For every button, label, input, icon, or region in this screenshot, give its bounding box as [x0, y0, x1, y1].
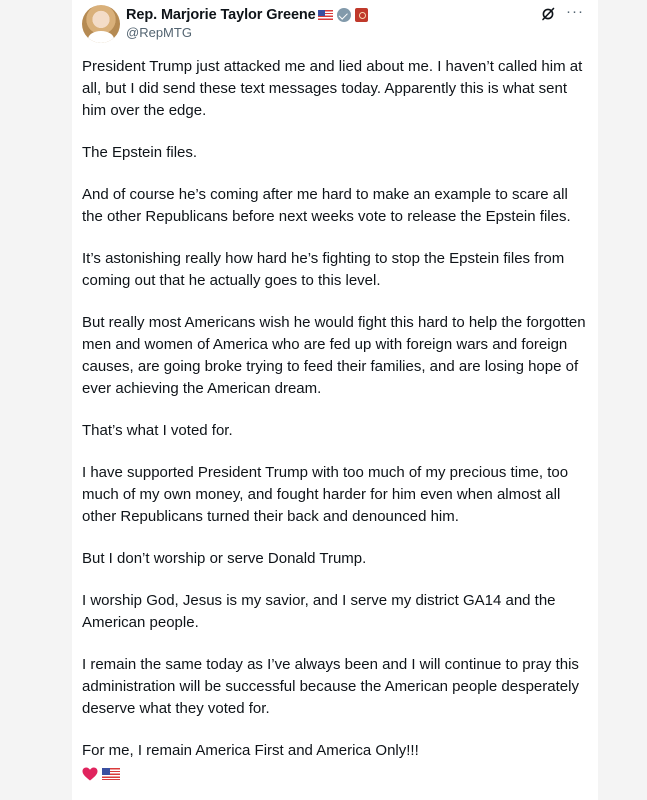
paragraph: The Epstein files. [82, 144, 198, 161]
paragraph: It’s astonishing really how hard he’s fighting to stop the Epstein files from coming out that he actually goes to this level. [82, 250, 565, 289]
avatar[interactable] [82, 5, 120, 43]
emoji-row [82, 766, 588, 782]
author-handle[interactable]: @RepMTG [126, 25, 192, 40]
verified-badge-icon[interactable] [337, 8, 351, 22]
paragraph: That’s what I voted for. [82, 422, 233, 439]
us-flag-icon [318, 10, 333, 20]
author-name[interactable]: Rep. Marjorie Taylor Greene [126, 7, 316, 23]
paragraph: But really most Americans wish he would fight this hard to help the forgotten men and women of America who are fed up with foreign wars and foreign causes, are going broke trying to feed their families, and are losing hope of ever achieving the American dream. [82, 314, 586, 397]
paragraph: I have supported President Trump with too much of my precious time, too much of my own money, and fought harder for him even when almost all other Republicans turned their back and denounced him. [82, 464, 569, 525]
paragraph: I worship God, Jesus is my savior, and I serve my district GA14 and the American people. [82, 592, 556, 631]
red-heart-icon [82, 767, 98, 781]
tweet-header [72, 0, 598, 52]
paragraph: I remain the same today as I’ve always been and I will continue to pray this administration will be successful because the American people desperately deserve what they voted for. [82, 656, 579, 717]
congress-seal-icon[interactable] [355, 8, 368, 22]
paragraph: President Trump just attacked me and lied about me. I haven’t called him at all, but I did send these text messages today. Apparently this is what sent him over the edge. [82, 58, 583, 119]
paragraph: And of course he’s coming after me hard to make an example to scare all the other Republicans before next weeks vote to release the Epstein files. [82, 186, 571, 225]
paragraph: For me, I remain America First and America Only!!! [82, 742, 419, 759]
tweet-body [82, 56, 588, 782]
author-name-row [126, 6, 368, 24]
us-flag-icon [102, 768, 120, 780]
avatar-shoulders [88, 31, 114, 43]
more-options-icon[interactable]: ··· [566, 3, 584, 20]
grok-icon[interactable] [541, 7, 555, 21]
paragraph: But I don’t worship or serve Donald Trump. [82, 550, 367, 567]
tweet-card [72, 0, 598, 800]
